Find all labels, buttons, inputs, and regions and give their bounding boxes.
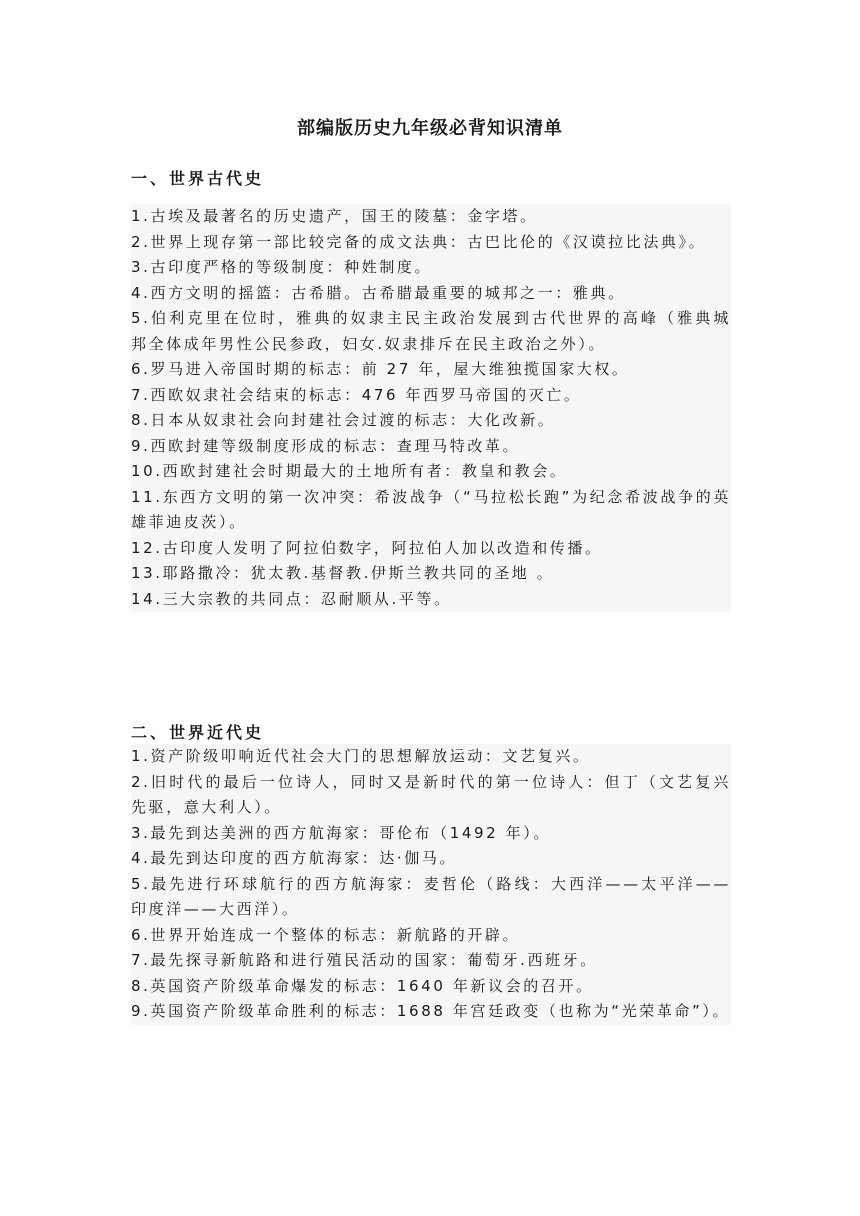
list-item: 10.西欧封建社会时期最大的土地所有者：教皇和教会。 [131,462,568,480]
list-item: 9.西欧封建等级制度形成的标志：查理马特改革。 [131,436,521,455]
list-item: 2.世界上现存第一部比较完备的成文法典：古巴比伦的《汉谟拉比法典》。 [131,232,707,251]
list-item: 7.西欧奴隶社会结束的标志：476 年西罗马帝国的灭亡。 [131,385,582,404]
list-item: 6.世界开始连成一个整体的标志：新航路的开辟。 [131,925,521,944]
list-item: 13.耶路撒冷：犹太教.基督教.伊斯兰教共同的圣地 。 [131,564,555,582]
list-item: 7.最先探寻新航路和进行殖民活动的国家：葡萄牙.西班牙。 [131,951,598,969]
list-item: 14.三大宗教的共同点：忍耐顺从.平等。 [131,589,452,608]
list-item: 1.资产阶级叩响近代社会大门的思想解放运动：文艺复兴。 [131,747,591,765]
list-item: 8.日本从奴隶社会向封建社会过渡的标志：大化改新。 [131,411,556,429]
list-item: 3.最先到达美洲的西方航海家：哥伦布（1492 年）。 [131,823,551,842]
list-item: 5.最先进行环球航行的西方航海家：麦哲伦（路线：大西洋——太平洋——印度洋——大西洋）。 [131,874,731,918]
list-item: 9.英国资产阶级革命胜利的标志：1688 年宫廷政变（也称为“光荣革命”）。 [131,1002,731,1020]
list-item: 2.旧时代的最后一位诗人，同时又是新时代的第一位诗人：但丁（文艺复兴先驱，意大利人）。 [131,772,731,816]
list-item: 3.古印度严格的等级制度：种姓制度。 [131,258,433,276]
section-heading-ancient: 一、世界古代史 [131,169,265,188]
list-item: 4.最先到达印度的西方航海家：达·伽马。 [131,849,458,867]
list-item: 1.古埃及最著名的历史遗产，国王的陵墓：金字塔。 [131,207,538,225]
list-item: 5.伯利克里在位时，雅典的奴隶主民主政治发展到古代世界的高峰（雅典城邦全体成年男性公民参政，妇女.奴隶排斥在民主政治之外）。 [131,309,731,353]
list-item: 12.古印度人发明了阿拉伯数字，阿拉伯人加以改造和传播。 [131,538,603,557]
list-item: 4.西方文明的摇篮：古希腊。古希腊最重要的城邦之一：雅典。 [131,283,626,302]
list-item: 8.英国资产阶级革命爆发的标志：1640 年新议会的召开。 [131,976,594,995]
list-item: 11.东西方文明的第一次冲突：希波战争（“马拉松长跑”为纪念希波战争的英雄菲迪皮茨）。 [131,487,731,531]
section-heading-modern: 二、世界近代史 [131,723,265,742]
section-ancient-list [131,204,731,612]
section-modern-list [131,744,731,1025]
document-title: 部编版历史九年级必背知识清单 [297,118,563,139]
list-item: 6.罗马进入帝国时期的标志：前 27 年，屋大维独揽国家大权。 [131,360,630,378]
